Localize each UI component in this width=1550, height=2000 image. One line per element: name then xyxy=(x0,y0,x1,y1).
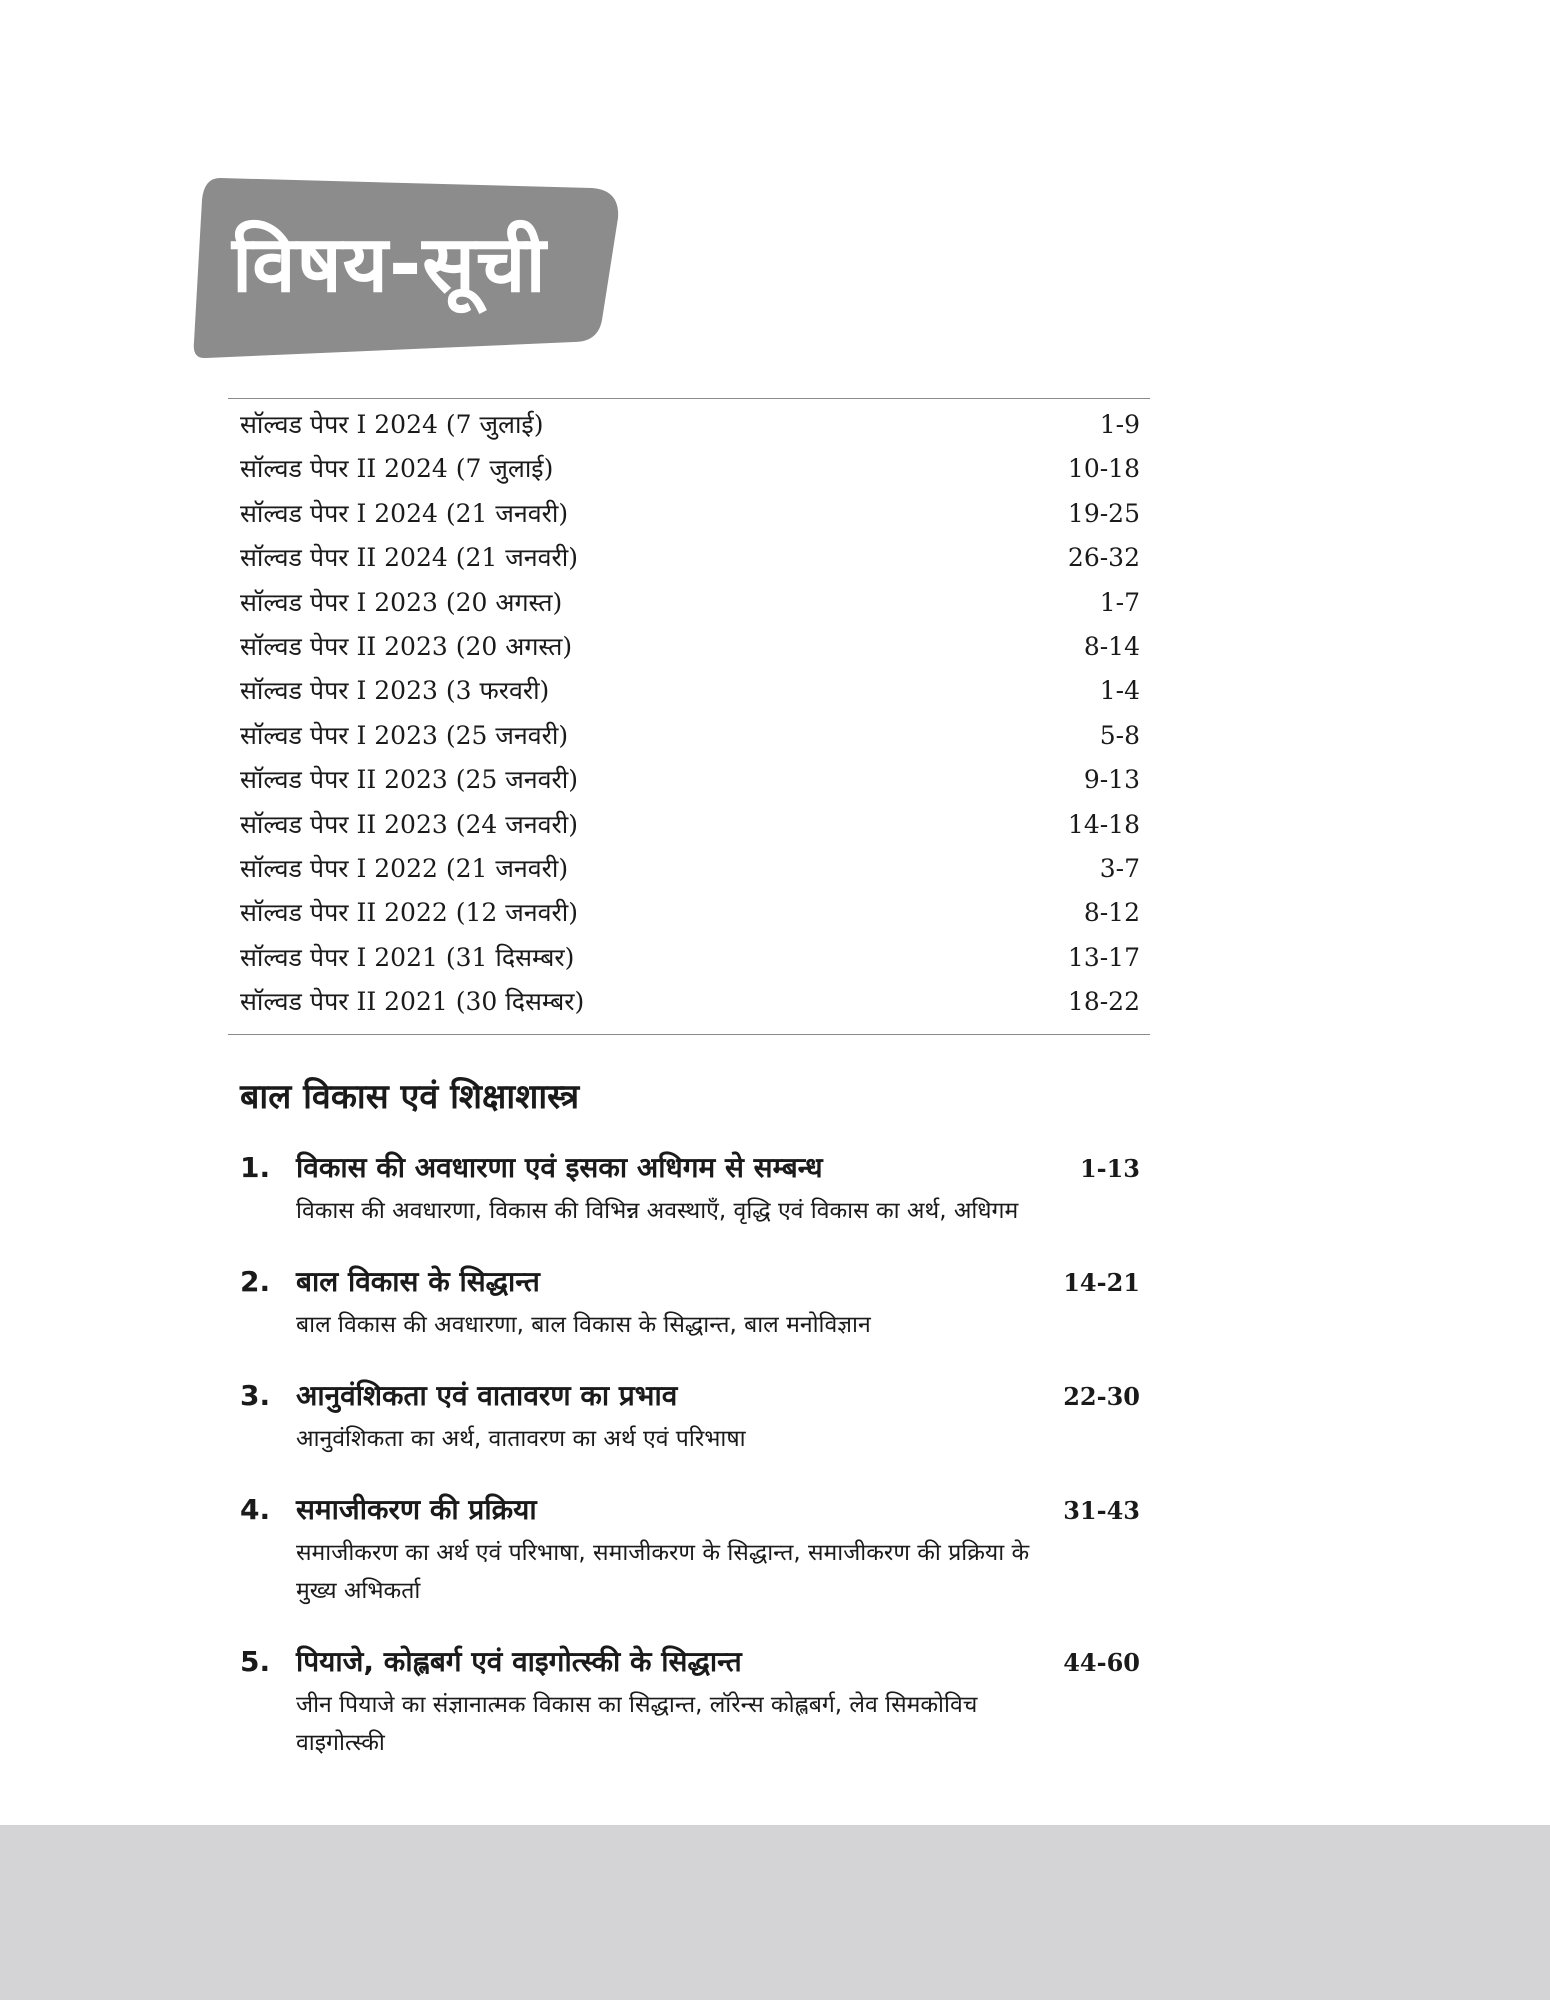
paper-title: सॉल्वड पेपर I 2021 (31 दिसम्बर) xyxy=(240,942,575,972)
chapter-number: 5. xyxy=(240,1645,271,1678)
paper-title: सॉल्वड पेपर II 2021 (30 दिसम्बर) xyxy=(240,987,585,1017)
chapter-description: बाल विकास की अवधारणा, बाल विकास के सिद्धान्त, बाल मनोविज्ञान xyxy=(296,1312,871,1338)
list-item[interactable] xyxy=(228,940,1150,984)
paper-title: सॉल्वड पेपर I 2023 (3 फरवरी) xyxy=(240,676,550,706)
paper-title: सॉल्वड पेपर II 2023 (24 जनवरी) xyxy=(240,809,579,839)
paper-pages: 3-7 xyxy=(1099,853,1140,883)
chapter-item[interactable] xyxy=(240,1490,1140,1610)
chapter-description: समाजीकरण का अर्थ एवं परिभाषा, समाजीकरण के सिद्धान्त, समाजीकरण की प्रक्रिया के मुख्य अभिकर्ता xyxy=(296,1540,1030,1604)
paper-title: सॉल्वड पेपर II 2024 (7 जुलाई) xyxy=(240,454,554,484)
paper-pages: 26-32 xyxy=(1067,543,1140,573)
page-title: विषय-सूची xyxy=(232,220,547,310)
chapter-item[interactable] xyxy=(240,1148,1140,1230)
list-item[interactable] xyxy=(228,718,1150,762)
paper-pages: 19-25 xyxy=(1067,498,1140,528)
list-item[interactable] xyxy=(228,851,1150,895)
paper-pages: 5-8 xyxy=(1099,720,1140,750)
chapter-pages: 14-21 xyxy=(1063,1268,1140,1297)
paper-title: सॉल्वड पेपर I 2024 (7 जुलाई) xyxy=(240,410,544,439)
list-item[interactable] xyxy=(228,451,1150,495)
paper-pages: 14-18 xyxy=(1067,809,1140,839)
chapter-item[interactable] xyxy=(240,1642,1140,1762)
list-item[interactable] xyxy=(228,407,1150,451)
chapter-title: पियाजे, कोह्लबर्ग एवं वाइगोत्स्की के सिद्धान्त xyxy=(296,1645,742,1678)
list-item[interactable] xyxy=(228,762,1150,806)
paper-pages: 18-22 xyxy=(1067,987,1140,1017)
paper-title: सॉल्वड पेपर I 2022 (21 जनवरी) xyxy=(240,853,569,883)
list-item[interactable] xyxy=(228,585,1150,629)
section-heading: बाल विकास एवं शिक्षाशास्त्र xyxy=(240,1077,580,1117)
paper-title: सॉल्वड पेपर I 2024 (21 जनवरी) xyxy=(240,498,569,528)
chapter-description: आनुवंशिकता का अर्थ, वातावरण का अर्थ एवं परिभाषा xyxy=(296,1426,746,1452)
chapter-title: बाल विकास के सिद्धान्त xyxy=(296,1265,540,1298)
chapter-title: विकास की अवधारणा एवं इसका अधिगम से सम्बन्ध xyxy=(296,1151,823,1184)
chapter-pages: 1-13 xyxy=(1079,1154,1140,1183)
list-item[interactable] xyxy=(228,540,1150,584)
footer-band xyxy=(0,1825,1550,2000)
paper-title: सॉल्वड पेपर II 2023 (20 अगस्त) xyxy=(240,631,573,661)
chapter-title: समाजीकरण की प्रक्रिया xyxy=(296,1493,537,1526)
paper-pages: 8-12 xyxy=(1083,898,1140,928)
chapter-item[interactable] xyxy=(240,1262,1140,1344)
paper-pages: 1-4 xyxy=(1099,676,1140,706)
chapter-pages: 44-60 xyxy=(1063,1648,1140,1677)
chapter-item[interactable] xyxy=(240,1376,1140,1458)
paper-title: सॉल्वड पेपर II 2024 (21 जनवरी) xyxy=(240,543,579,573)
paper-title: सॉल्वड पेपर I 2023 (25 जनवरी) xyxy=(240,720,569,750)
list-item[interactable] xyxy=(228,984,1150,1028)
paper-pages: 9-13 xyxy=(1083,765,1140,795)
paper-title: सॉल्वड पेपर II 2023 (25 जनवरी) xyxy=(240,765,579,795)
chapter-title: आनुवंशिकता एवं वातावरण का प्रभाव xyxy=(296,1379,678,1412)
chapter-pages: 31-43 xyxy=(1063,1496,1140,1525)
paper-pages: 8-14 xyxy=(1083,631,1140,661)
chapter-pages: 22-30 xyxy=(1063,1382,1140,1411)
paper-pages: 13-17 xyxy=(1067,942,1140,972)
title-badge xyxy=(192,170,628,360)
list-item[interactable] xyxy=(228,673,1150,717)
paper-title: सॉल्वड पेपर I 2023 (20 अगस्त) xyxy=(240,587,563,617)
chapter-number: 3. xyxy=(240,1379,271,1412)
solved-papers-list xyxy=(228,398,1150,1035)
chapter-list xyxy=(240,1148,1140,1794)
chapter-description: विकास की अवधारणा, विकास की विभिन्न अवस्थाएँ, वृद्धि एवं विकास का अर्थ, अधिगम xyxy=(296,1198,1019,1224)
list-item[interactable] xyxy=(228,629,1150,673)
chapter-number: 2. xyxy=(240,1265,271,1298)
list-item[interactable] xyxy=(228,895,1150,939)
paper-pages: 1-9 xyxy=(1099,410,1140,439)
list-item[interactable] xyxy=(228,807,1150,851)
paper-title: सॉल्वड पेपर II 2022 (12 जनवरी) xyxy=(240,898,579,928)
chapter-number: 1. xyxy=(240,1151,271,1184)
paper-pages: 1-7 xyxy=(1099,587,1140,617)
chapter-number: 4. xyxy=(240,1493,271,1526)
paper-pages: 10-18 xyxy=(1067,454,1140,484)
chapter-description: जीन पियाजे का संज्ञानात्मक विकास का सिद्धान्त, लॉरेन्स कोह्लबर्ग, लेव सिमकोविच वाइगोत्स्की xyxy=(296,1692,978,1756)
list-item[interactable] xyxy=(228,496,1150,540)
